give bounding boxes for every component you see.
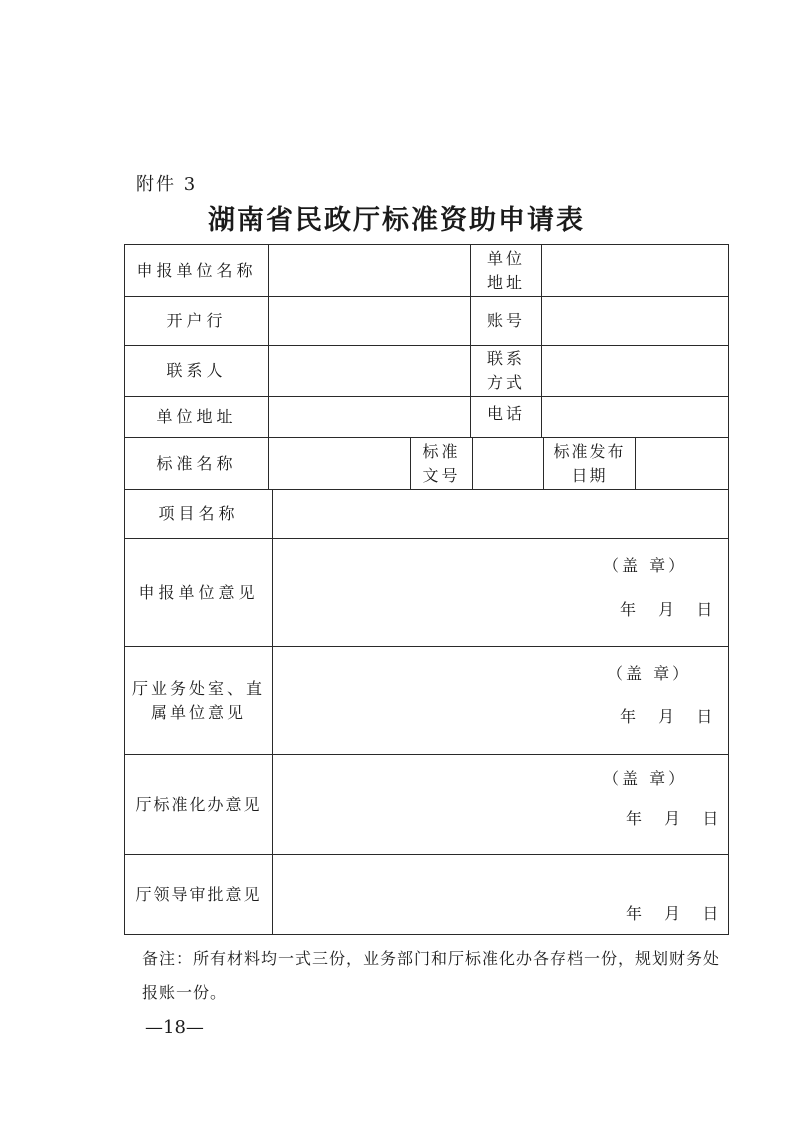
label-contact-method: 联系 方式: [486, 349, 525, 392]
label-leader-opinion: 厅领导审批意见: [135, 884, 262, 904]
input-account[interactable]: [542, 297, 728, 345]
page-number: —18—: [145, 1017, 204, 1038]
date-label-2: 年 月 日: [620, 707, 713, 726]
label-unit-address-short: 单位 地址: [486, 248, 525, 292]
input-standard-name[interactable]: [269, 438, 410, 489]
label-publish-date: 标准发布 日期: [553, 441, 626, 485]
input-standard-number[interactable]: [473, 438, 543, 489]
input-publish-date[interactable]: [636, 438, 728, 489]
label-phone: 电话: [486, 404, 525, 423]
date-label-1: 年 月 日: [620, 600, 713, 619]
label-applicant-opinion: 申报单位意见: [138, 582, 259, 602]
label-account: 账号: [486, 311, 525, 330]
input-unit-address[interactable]: [269, 397, 470, 437]
input-contact-method[interactable]: [542, 346, 728, 396]
label-dept-opinion: 厅业务处室、直 属单位意见: [131, 678, 265, 722]
table-rule: [124, 934, 729, 935]
label-applicant-name: 申报单位名称: [136, 260, 257, 280]
date-label-3: 年 月 日: [626, 809, 719, 828]
input-bank[interactable]: [269, 297, 470, 345]
label-standard-number: 标准 文号: [422, 441, 461, 485]
label-project-name: 项目名称: [158, 504, 239, 523]
stamp-label-2: （盖 章）: [607, 664, 692, 683]
input-project-name[interactable]: [273, 490, 728, 538]
input-unit-address-short[interactable]: [542, 245, 728, 296]
footnote: 备注：所有材料均一式三份，业务部门和厅标准化办各存档一份，规划财务处报账一份。: [142, 949, 721, 1002]
stamp-label-1: （盖 章）: [603, 556, 688, 575]
attachment-label: 附件 3: [136, 174, 198, 195]
input-applicant-name[interactable]: [269, 245, 470, 296]
date-label-4: 年 月 日: [626, 904, 719, 923]
input-contact-person[interactable]: [269, 346, 470, 396]
label-std-office-opinion: 厅标准化办意见: [135, 794, 262, 814]
stamp-label-3: （盖 章）: [603, 769, 688, 788]
label-contact-person: 联系人: [166, 361, 227, 380]
table-rule: [728, 244, 729, 935]
document-title: 湖南省民政厅标准资助申请表: [208, 205, 585, 236]
label-unit-address: 单位地址: [156, 407, 237, 426]
input-phone[interactable]: [542, 397, 728, 437]
label-standard-name: 标准名称: [156, 453, 237, 473]
label-bank: 开户行: [166, 311, 227, 330]
